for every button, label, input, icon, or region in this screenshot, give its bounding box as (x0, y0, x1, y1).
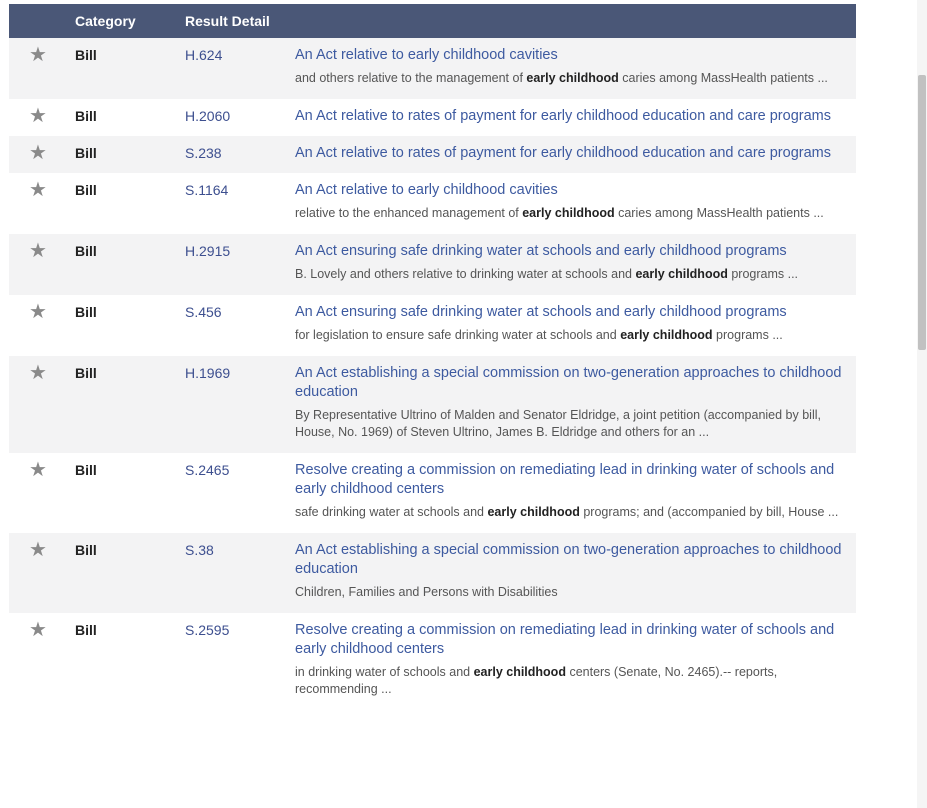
table-row (9, 295, 856, 356)
snippet-text-after: caries among MassHealth patients ... (618, 71, 828, 85)
detail-cell (295, 136, 856, 173)
bill-title-link[interactable]: An Act relative to rates of payment for early childhood education and care programs (295, 145, 831, 161)
star-cell (9, 173, 75, 234)
bill-title-link[interactable]: An Act relative to early childhood cavities (295, 47, 558, 63)
snippet-highlight: early childhood (526, 71, 619, 85)
table-row (9, 234, 856, 295)
star-icon[interactable]: ★ (29, 459, 47, 481)
detail-cell (295, 533, 856, 613)
detail-cell (295, 453, 856, 533)
category-label: Bill (75, 304, 97, 320)
bill-number-link[interactable]: H.2915 (185, 243, 231, 259)
star-icon[interactable]: ★ (29, 362, 47, 384)
snippet-text-before: relative to the enhanced management of (295, 206, 523, 220)
bill-snippet (295, 327, 856, 344)
detail-cell (295, 173, 856, 234)
snippet-text-after: caries among MassHealth patients ... (614, 206, 824, 220)
star-cell (9, 613, 75, 710)
snippet-text-before: safe drinking water at schools and (295, 505, 488, 519)
table-row (9, 136, 856, 173)
detail-cell (295, 234, 856, 295)
bill-snippet (295, 70, 856, 87)
category-cell (75, 533, 185, 613)
row-bottom-gap (295, 87, 856, 99)
star-icon[interactable]: ★ (29, 142, 47, 164)
bill-number-cell (185, 38, 295, 99)
bill-title-link[interactable]: An Act relative to rates of payment for early childhood education and care programs (295, 108, 831, 124)
snippet-text-before: Children, Families and Persons with Disabilities (295, 585, 558, 599)
table-row (9, 38, 856, 99)
bill-number-cell (185, 453, 295, 533)
star-cell (9, 453, 75, 533)
category-label: Bill (75, 182, 97, 198)
star-icon[interactable]: ★ (29, 240, 47, 262)
bill-title-link[interactable]: An Act relative to early childhood cavities (295, 182, 558, 198)
bill-number-link[interactable]: S.2465 (185, 462, 230, 478)
bill-number-link[interactable]: H.624 (185, 47, 223, 63)
row-bottom-gap (295, 344, 856, 356)
bill-title-link[interactable]: Resolve creating a commission on remediating lead in drinking water of schools and early childhood centers (295, 462, 835, 497)
scrollbar-thumb[interactable] (918, 75, 926, 350)
snippet-text-before: and others relative to the management of (295, 71, 527, 85)
bill-number-link[interactable]: S.2595 (185, 622, 230, 638)
category-label: Bill (75, 243, 97, 259)
header-result-detail: Result Detail (185, 13, 270, 29)
star-cell (9, 38, 75, 99)
category-cell (75, 234, 185, 295)
header-row (9, 4, 856, 38)
results-table-body (9, 38, 856, 710)
snippet-highlight: early childhood (620, 328, 713, 342)
bill-snippet (295, 407, 856, 441)
snippet-highlight: early childhood (473, 665, 566, 679)
row-bottom-gap (295, 441, 856, 453)
snippet-text-after: programs ... (712, 328, 783, 342)
bill-number-link[interactable]: S.1164 (185, 182, 229, 198)
bill-number-cell (185, 356, 295, 453)
category-label: Bill (75, 145, 97, 161)
row-bottom-gap (295, 601, 856, 613)
star-icon[interactable]: ★ (29, 44, 47, 66)
bill-number-link[interactable]: H.1969 (185, 365, 231, 381)
bill-number-cell (185, 613, 295, 710)
snippet-highlight: early childhood (522, 206, 615, 220)
star-cell (9, 533, 75, 613)
star-icon[interactable]: ★ (29, 619, 47, 641)
row-bottom-gap (295, 698, 856, 710)
bill-number-cell (185, 99, 295, 136)
star-cell (9, 356, 75, 453)
category-label: Bill (75, 542, 97, 558)
snippet-highlight: early childhood (487, 505, 580, 519)
category-label: Bill (75, 622, 97, 638)
bill-number-cell (185, 234, 295, 295)
detail-cell (295, 356, 856, 453)
snippet-text-before: B. Lovely and others relative to drinking water at schools and (295, 267, 636, 281)
detail-cell (295, 38, 856, 99)
bill-number-link[interactable]: H.2060 (185, 108, 231, 124)
row-bottom-gap (295, 222, 856, 234)
star-icon[interactable]: ★ (29, 105, 47, 127)
bill-title-link[interactable]: Resolve creating a commission on remediating lead in drinking water of schools and early childhood centers (295, 622, 835, 657)
table-row (9, 99, 856, 136)
bill-snippet (295, 504, 856, 521)
table-row (9, 356, 856, 453)
star-cell (9, 234, 75, 295)
table-row (9, 173, 856, 234)
table-row (9, 453, 856, 533)
bill-title-link[interactable]: An Act establishing a special commission on two-generation approaches to childhood education (295, 365, 842, 400)
row-bottom-gap (295, 283, 856, 295)
bill-number-link[interactable]: S.38 (185, 542, 214, 558)
category-cell (75, 356, 185, 453)
star-icon[interactable]: ★ (29, 179, 47, 201)
category-cell (75, 613, 185, 710)
snippet-text-after: centers (Senate, No. 2465).-- reports, recommending ... (295, 665, 778, 696)
bill-number-cell (185, 136, 295, 173)
bill-title-link[interactable]: An Act establishing a special commission on two-generation approaches to childhood education (295, 542, 842, 577)
detail-cell (295, 295, 856, 356)
star-cell (9, 136, 75, 173)
bill-snippet (295, 664, 856, 698)
snippet-text-before: By Representative Ultrino of Malden and Senator Eldridge, a joint petition (accompanied by bill, House, No. 1969) of Steven Ultrino, James B. Eldridge and others for an ... (295, 408, 821, 439)
category-label: Bill (75, 365, 97, 381)
category-cell (75, 38, 185, 99)
bill-snippet (295, 584, 856, 601)
category-cell (75, 295, 185, 356)
header-detail-spacer (295, 4, 856, 38)
category-label: Bill (75, 47, 97, 63)
bill-snippet (295, 266, 856, 283)
snippet-highlight: early childhood (635, 267, 728, 281)
snippet-text-after: programs ... (727, 267, 799, 281)
star-cell (9, 295, 75, 356)
category-cell (75, 173, 185, 234)
row-bottom-gap (295, 126, 856, 136)
bill-number-cell (185, 173, 295, 234)
row-bottom-gap (295, 521, 856, 533)
header-category: Category (75, 13, 136, 29)
bill-number-link[interactable]: S.456 (185, 304, 222, 320)
bill-snippet (295, 205, 856, 222)
category-cell (75, 99, 185, 136)
snippet-text-before: in drinking water of schools and (295, 665, 474, 679)
header-star-column (9, 4, 75, 38)
vertical-scrollbar[interactable] (917, 0, 927, 808)
results-table-header (9, 4, 856, 38)
star-cell (9, 99, 75, 136)
results-table (9, 4, 856, 710)
detail-cell (295, 613, 856, 710)
bill-number-link[interactable]: S.238 (185, 145, 222, 161)
snippet-text-after: programs; and (accompanied by bill, House ... (579, 505, 839, 519)
star-icon[interactable]: ★ (29, 301, 47, 323)
category-cell (75, 136, 185, 173)
bill-number-cell (185, 533, 295, 613)
bill-number-cell (185, 295, 295, 356)
table-row (9, 533, 856, 613)
category-label: Bill (75, 462, 97, 478)
snippet-text-before: for legislation to ensure safe drinking water at schools and (295, 328, 621, 342)
detail-cell (295, 99, 856, 136)
bill-title-link[interactable]: An Act ensuring safe drinking water at schools and early childhood programs (295, 304, 787, 320)
table-row (9, 613, 856, 710)
bill-title-link[interactable]: An Act ensuring safe drinking water at schools and early childhood programs (295, 243, 787, 259)
category-label: Bill (75, 108, 97, 124)
category-cell (75, 453, 185, 533)
star-icon[interactable]: ★ (29, 539, 47, 561)
row-bottom-gap (295, 163, 856, 173)
